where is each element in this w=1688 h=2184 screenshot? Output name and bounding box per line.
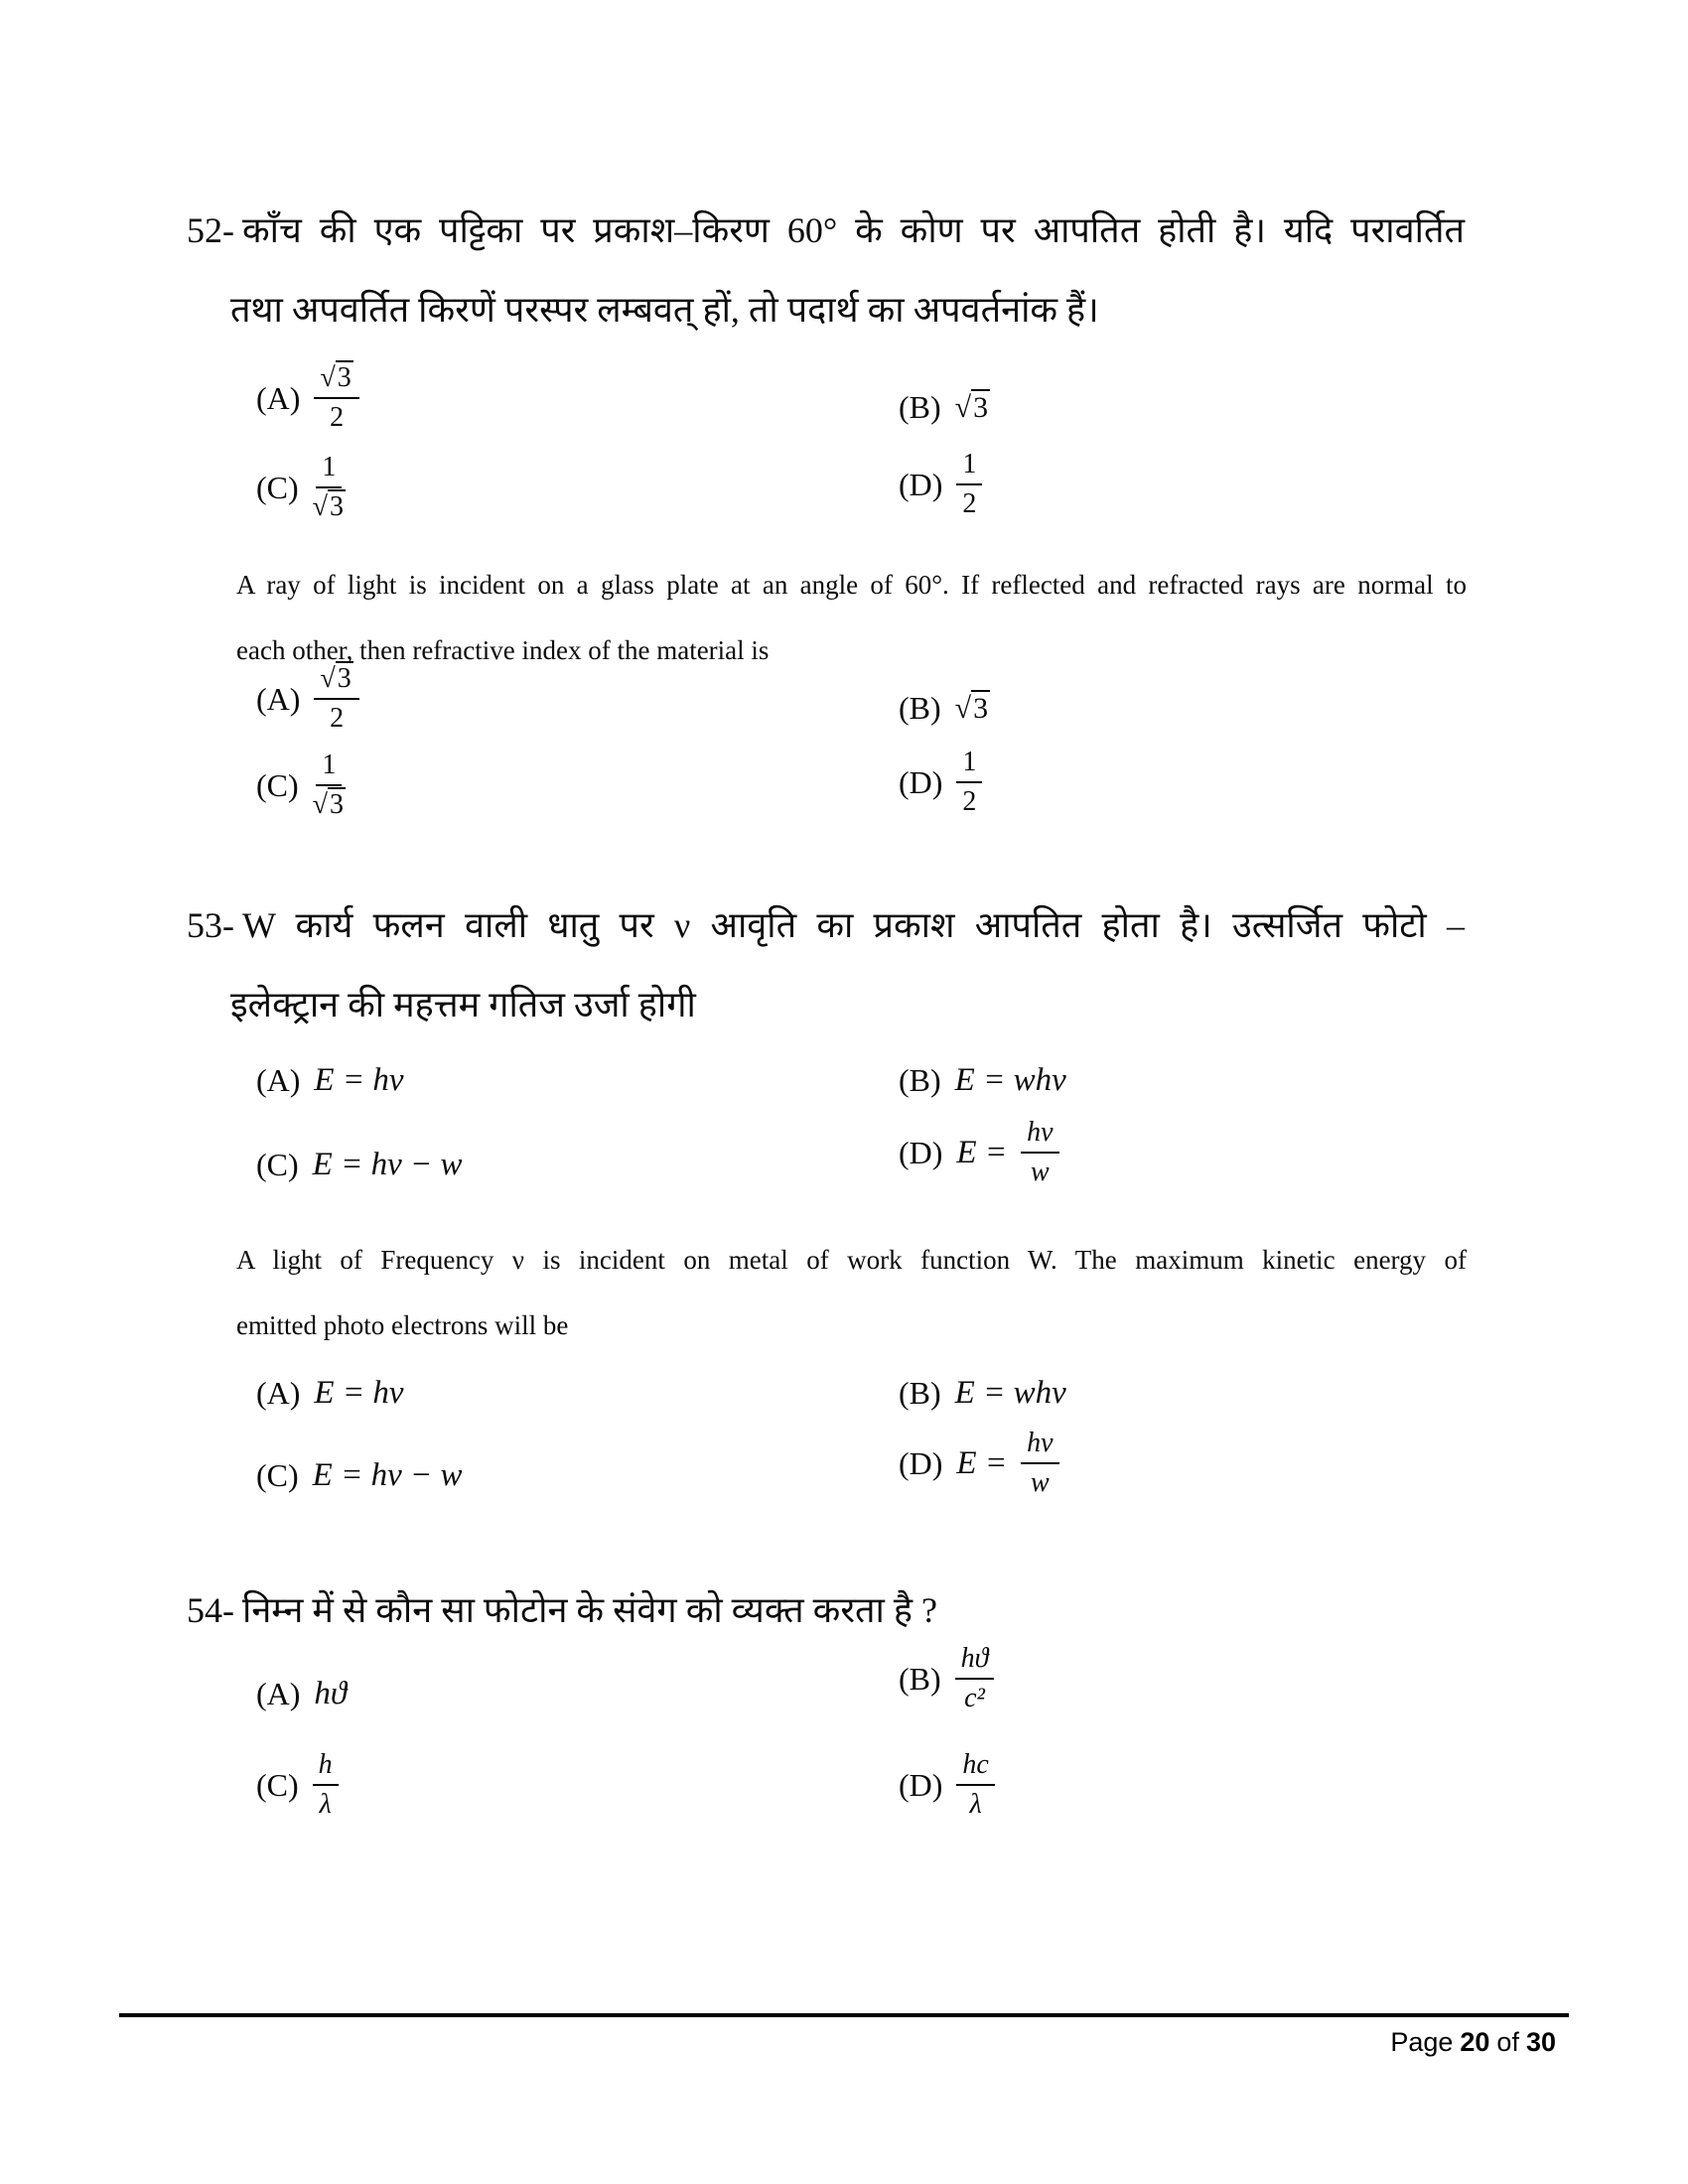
denominator: λ	[319, 1789, 332, 1821]
q53-option-b-label: (B)	[899, 1062, 941, 1098]
q53-hindi-text-1: W कार्य फलन वाली धातु पर ν आवृति का प्रकाश आपतित होता है। उत्सर्जित फोटो –	[242, 905, 1465, 945]
q53-option-c-formula: E = hν − w	[312, 1147, 463, 1182]
q53-option-b	[899, 1062, 1066, 1099]
q52-option-a-label: (A)	[256, 680, 301, 717]
q54-number: 54-	[187, 1590, 234, 1630]
numerator: 1	[316, 452, 342, 488]
footer-of-word: of	[1496, 2027, 1519, 2057]
q53-option-b-formula: E = whν	[954, 1375, 1066, 1411]
q53-option-c-label: (C)	[256, 1147, 299, 1182]
q52-option-b-value	[955, 692, 990, 726]
q53-option-a-label: (A)	[256, 1375, 301, 1411]
q53-option-a-formula: E = hν	[314, 1062, 404, 1098]
q53-option-c-label: (C)	[256, 1457, 299, 1493]
radicand: 3	[973, 691, 989, 725]
numerator: 1	[316, 750, 342, 786]
footer-page-current: 20	[1460, 2027, 1490, 2057]
q52-option-d-label: (D)	[899, 466, 943, 502]
sqrt-sign: √	[312, 789, 329, 821]
q53-hindi-line-1	[187, 901, 1465, 950]
denominator: 2	[330, 703, 345, 735]
q53-number: 53-	[187, 905, 234, 945]
q53-option-d-label: (D)	[899, 1444, 943, 1481]
q53-english-line-1: A light of Frequency ν is incident on metal of work function W. The maximum kinetic energy of	[236, 1245, 1467, 1275]
q54-option-a-formula: hϑ	[314, 1676, 348, 1711]
footer-page-word: Page	[1390, 2027, 1454, 2057]
q54-option-c	[256, 1749, 339, 1821]
q52-hindi-line-1	[187, 206, 1465, 255]
q52-option-d-label: (D)	[899, 763, 943, 800]
q54-option-d	[899, 1749, 995, 1821]
q54-option-c-fraction	[313, 1749, 339, 1821]
radicand: 3	[330, 789, 345, 821]
q53-option-d-prefix: E =	[956, 1134, 1008, 1170]
q52-option-b-value	[955, 391, 990, 425]
denominator: λ	[969, 1789, 982, 1821]
radicand: 3	[973, 390, 989, 424]
numerator: 1	[956, 449, 982, 485]
sqrt-sign: √	[954, 390, 972, 424]
q52-option-c	[256, 452, 346, 523]
q52-option-c-label: (C)	[256, 469, 299, 505]
footer-divider	[119, 2013, 1569, 2017]
footer-page-total: 30	[1525, 2027, 1556, 2057]
radicand: 3	[337, 663, 352, 694]
numerator: 1	[956, 747, 982, 783]
q53-hindi-line-2: इलेक्ट्रान की महत्तम गतिज उर्जा होगी	[230, 985, 696, 1024]
q54-option-b-label: (B)	[899, 1660, 941, 1697]
numerator: hϑ	[955, 1643, 995, 1680]
q54-option-d-fraction	[956, 1749, 994, 1821]
sqrt-sign: √	[954, 691, 972, 725]
q53-option-d-fraction	[1021, 1117, 1058, 1188]
q52-option-c-fraction	[313, 750, 346, 821]
denominator: c²	[964, 1683, 985, 1714]
q54-hindi-text: निम्न में से कौन सा फोटोन के संवेग को व्यक्त करता है ?	[242, 1590, 937, 1630]
q54-option-a-label: (A)	[256, 1676, 301, 1711]
q52-hindi-line-2: तथा अपवर्तित किरणें परस्पर लम्बवत् हों, तो पदार्थ का अपवर्तनांक हैं।	[230, 290, 1099, 330]
q52-option-d-fraction	[956, 449, 982, 520]
radicand: 3	[337, 362, 352, 393]
q52-english-line-1: A ray of light is incident on a glass plate at an angle of 60°. If reflected and refracted rays are normal to	[236, 570, 1467, 600]
denominator: w	[1030, 1157, 1050, 1188]
q53-option-a-formula: E = hν	[314, 1375, 404, 1411]
q54-option-b-fraction	[955, 1643, 995, 1714]
q52-option-c-en	[256, 750, 346, 821]
numerator: h	[313, 1749, 339, 1786]
q53-option-d	[899, 1117, 1059, 1188]
denominator: 2	[962, 488, 977, 520]
q54-option-d-label: (D)	[899, 1766, 943, 1803]
q53-option-d-fraction	[1021, 1428, 1058, 1499]
q52-option-d-en	[899, 747, 982, 818]
q52-option-a-fraction	[314, 663, 358, 735]
denominator: 2	[330, 402, 345, 434]
numerator: hν	[1021, 1117, 1058, 1154]
q54-option-b	[899, 1643, 994, 1714]
q53-option-b-label: (B)	[899, 1375, 941, 1411]
denominator: 2	[962, 786, 977, 818]
q53-option-c-formula: E = hν − w	[312, 1457, 463, 1493]
q52-option-b-label: (B)	[899, 389, 941, 425]
q52-option-c-fraction	[313, 452, 346, 523]
sqrt-sign: √	[320, 663, 336, 694]
sqrt-sign: √	[320, 362, 336, 393]
q54-hindi-line	[187, 1586, 937, 1635]
q53-option-a	[256, 1062, 404, 1099]
denominator: w	[1030, 1467, 1050, 1499]
q53-option-b-formula: E = whν	[954, 1062, 1066, 1098]
q52-hindi-text-1: काँच की एक पट्टिका पर प्रकाश–किरण 60° के कोण पर आपतित होती है। यदि परावर्तित	[242, 210, 1465, 250]
q54-option-a	[256, 1676, 347, 1712]
footer-page-number	[1390, 2027, 1556, 2058]
q54-option-c-label: (C)	[256, 1766, 299, 1803]
q52-option-c-label: (C)	[256, 766, 299, 803]
numerator: hc	[956, 1749, 994, 1786]
q52-option-a-en	[256, 663, 359, 735]
q52-option-a	[256, 362, 359, 434]
sqrt-sign: √	[312, 491, 329, 523]
q53-option-a-label: (A)	[256, 1062, 301, 1098]
q52-option-a-label: (A)	[256, 379, 301, 416]
q52-option-a-fraction	[314, 362, 358, 434]
radicand: 3	[330, 491, 345, 523]
q53-english-line-2: emitted photo electrons will be	[236, 1310, 569, 1340]
q52-option-d-fraction	[956, 747, 982, 818]
q52-number: 52-	[187, 210, 234, 250]
q53-option-c-en	[256, 1457, 463, 1494]
q52-option-d	[899, 449, 982, 520]
q53-option-c	[256, 1147, 463, 1183]
q52-english-line-2: each other, then refractive index of the material is	[236, 635, 770, 665]
numerator: hν	[1021, 1428, 1058, 1464]
q52-option-b-en	[899, 690, 990, 727]
q53-option-d-prefix: E =	[956, 1444, 1008, 1481]
q52-option-b-label: (B)	[899, 690, 941, 726]
q53-option-a-en	[256, 1375, 404, 1412]
q53-option-d-label: (D)	[899, 1134, 943, 1170]
q52-option-b	[899, 389, 990, 426]
q53-option-b-en	[899, 1375, 1066, 1412]
q53-option-d-en	[899, 1428, 1059, 1499]
